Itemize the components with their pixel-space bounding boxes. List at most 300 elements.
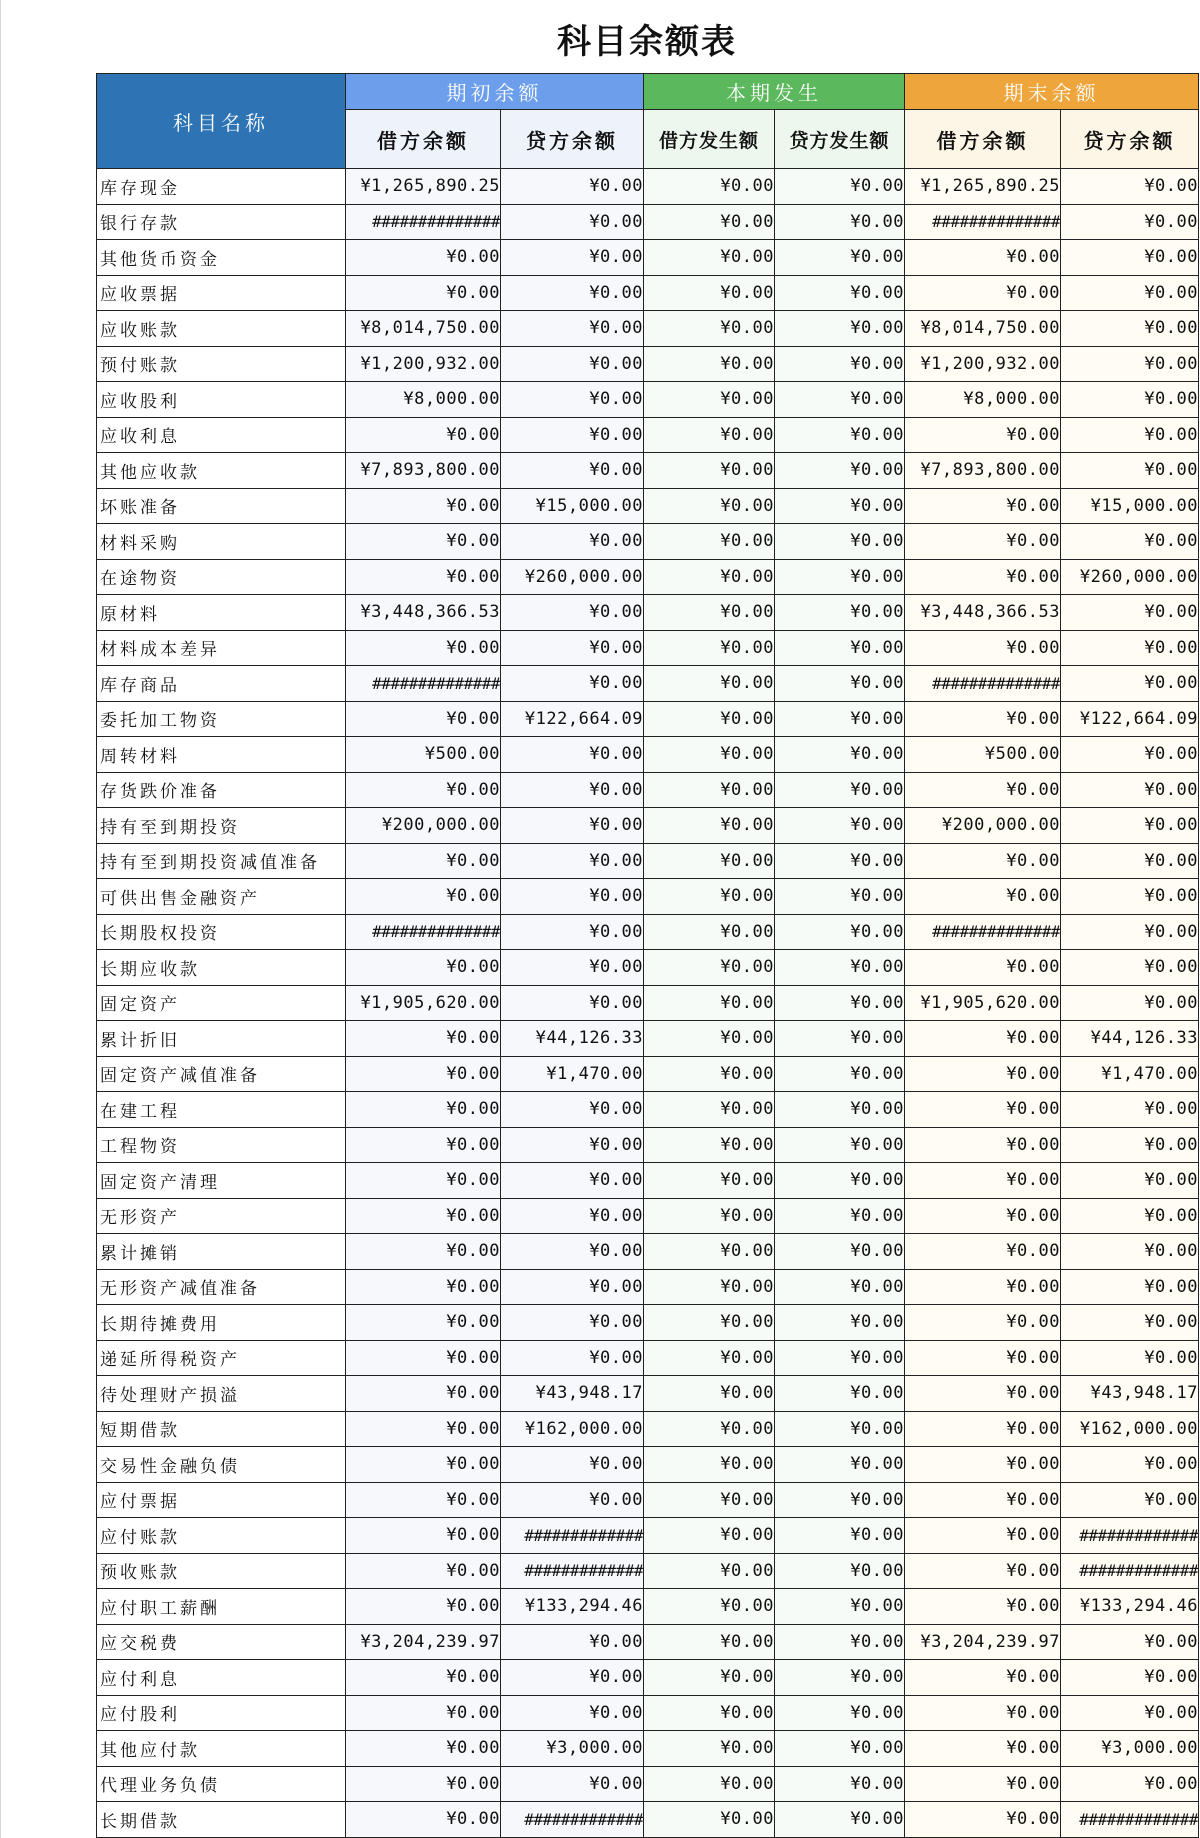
- current-credit-cell[interactable]: ¥0.00: [775, 1802, 905, 1838]
- current-credit-cell[interactable]: ¥0.00: [775, 1376, 905, 1412]
- closing-credit-cell[interactable]: ¥0.00: [1061, 595, 1199, 631]
- closing-credit-cell[interactable]: ¥0.00: [1061, 382, 1199, 418]
- opening-credit-cell[interactable]: ¥0.00: [501, 808, 644, 844]
- closing-debit-cell[interactable]: ¥0.00: [905, 1234, 1061, 1270]
- opening-credit-cell[interactable]: ¥0.00: [501, 417, 644, 453]
- closing-credit-cell[interactable]: ¥0.00: [1061, 737, 1199, 773]
- opening-debit-cell[interactable]: ¥0.00: [346, 1660, 501, 1696]
- current-debit-cell[interactable]: ¥0.00: [644, 1802, 775, 1838]
- current-debit-cell[interactable]: ¥0.00: [644, 311, 775, 347]
- current-period-header[interactable]: 本期发生: [644, 74, 905, 110]
- current-credit-cell[interactable]: ¥0.00: [775, 1553, 905, 1589]
- account-name-cell[interactable]: 固定资产: [97, 985, 346, 1021]
- opening-credit-cell[interactable]: ¥162,000.00: [501, 1411, 644, 1447]
- closing-debit-cell[interactable]: ¥200,000.00: [905, 808, 1061, 844]
- closing-credit-cell[interactable]: ¥0.00: [1061, 1766, 1199, 1802]
- opening-debit-cell[interactable]: ##############: [346, 914, 501, 950]
- closing-debit-cell[interactable]: ¥3,448,366.53: [905, 595, 1061, 631]
- closing-credit-cell[interactable]: ¥0.00: [1061, 1127, 1199, 1163]
- account-name-header[interactable]: 科目名称: [97, 74, 346, 169]
- account-name-cell[interactable]: 持有至到期投资: [97, 808, 346, 844]
- opening-debit-cell[interactable]: ¥8,000.00: [346, 382, 501, 418]
- opening-credit-cell[interactable]: ¥3,000.00: [501, 1731, 644, 1767]
- current-credit-cell[interactable]: ¥0.00: [775, 701, 905, 737]
- closing-debit-cell[interactable]: ¥0.00: [905, 1553, 1061, 1589]
- closing-debit-cell[interactable]: ¥0.00: [905, 1447, 1061, 1483]
- current-debit-cell[interactable]: ¥0.00: [644, 1092, 775, 1128]
- current-debit-cell[interactable]: ¥0.00: [644, 701, 775, 737]
- opening-credit-cell[interactable]: ¥0.00: [501, 1198, 644, 1234]
- current-debit-cell[interactable]: ¥0.00: [644, 843, 775, 879]
- current-credit-cell[interactable]: ¥0.00: [775, 879, 905, 915]
- closing-debit-cell[interactable]: ¥0.00: [905, 1411, 1061, 1447]
- account-name-cell[interactable]: 短期借款: [97, 1411, 346, 1447]
- opening-credit-cell[interactable]: ¥0.00: [501, 772, 644, 808]
- opening-credit-header[interactable]: 贷方余额: [501, 110, 644, 169]
- current-credit-cell[interactable]: ¥0.00: [775, 843, 905, 879]
- closing-debit-cell[interactable]: ¥1,265,890.25: [905, 169, 1061, 205]
- opening-debit-cell[interactable]: ¥8,014,750.00: [346, 311, 501, 347]
- current-credit-cell[interactable]: ¥0.00: [775, 240, 905, 276]
- current-debit-header[interactable]: 借方发生额: [644, 110, 775, 169]
- opening-credit-cell[interactable]: ¥0.00: [501, 1624, 644, 1660]
- opening-debit-cell[interactable]: ¥3,448,366.53: [346, 595, 501, 631]
- closing-debit-cell[interactable]: ¥0.00: [905, 879, 1061, 915]
- closing-credit-cell[interactable]: #############: [1061, 1553, 1199, 1589]
- opening-credit-cell[interactable]: ¥0.00: [501, 204, 644, 240]
- current-debit-cell[interactable]: ¥0.00: [644, 1731, 775, 1767]
- opening-credit-cell[interactable]: ¥0.00: [501, 737, 644, 773]
- current-credit-cell[interactable]: ¥0.00: [775, 914, 905, 950]
- current-debit-cell[interactable]: ¥0.00: [644, 417, 775, 453]
- account-name-cell[interactable]: 在途物资: [97, 559, 346, 595]
- opening-credit-cell[interactable]: ¥1,470.00: [501, 1056, 644, 1092]
- account-name-cell[interactable]: 累计摊销: [97, 1234, 346, 1270]
- account-name-cell[interactable]: 应付股利: [97, 1695, 346, 1731]
- opening-debit-cell[interactable]: ¥3,204,239.97: [346, 1624, 501, 1660]
- current-debit-cell[interactable]: ¥0.00: [644, 808, 775, 844]
- opening-debit-cell[interactable]: ¥0.00: [346, 417, 501, 453]
- closing-debit-cell[interactable]: ¥1,200,932.00: [905, 346, 1061, 382]
- opening-debit-cell[interactable]: ¥7,893,800.00: [346, 453, 501, 489]
- closing-credit-cell[interactable]: ¥0.00: [1061, 985, 1199, 1021]
- closing-debit-cell[interactable]: ¥0.00: [905, 488, 1061, 524]
- closing-credit-cell[interactable]: ¥0.00: [1061, 1305, 1199, 1341]
- current-debit-cell[interactable]: ¥0.00: [644, 1376, 775, 1412]
- account-name-cell[interactable]: 应付利息: [97, 1660, 346, 1696]
- account-name-cell[interactable]: 坏账准备: [97, 488, 346, 524]
- current-credit-cell[interactable]: ¥0.00: [775, 1482, 905, 1518]
- current-credit-cell[interactable]: ¥0.00: [775, 311, 905, 347]
- current-credit-cell[interactable]: ¥0.00: [775, 1660, 905, 1696]
- opening-credit-cell[interactable]: ¥0.00: [501, 1127, 644, 1163]
- opening-credit-cell[interactable]: ¥0.00: [501, 346, 644, 382]
- account-name-cell[interactable]: 应付票据: [97, 1482, 346, 1518]
- opening-credit-cell[interactable]: ¥0.00: [501, 595, 644, 631]
- current-debit-cell[interactable]: ¥0.00: [644, 1695, 775, 1731]
- account-name-cell[interactable]: 应付职工薪酬: [97, 1589, 346, 1625]
- current-debit-cell[interactable]: ¥0.00: [644, 1127, 775, 1163]
- closing-credit-cell[interactable]: ¥0.00: [1061, 204, 1199, 240]
- opening-debit-cell[interactable]: ¥0.00: [346, 1695, 501, 1731]
- current-debit-cell[interactable]: ¥0.00: [644, 275, 775, 311]
- closing-credit-cell[interactable]: ¥0.00: [1061, 1234, 1199, 1270]
- opening-debit-cell[interactable]: ¥0.00: [346, 1092, 501, 1128]
- opening-debit-cell[interactable]: ¥0.00: [346, 240, 501, 276]
- closing-debit-cell[interactable]: ¥0.00: [905, 1731, 1061, 1767]
- opening-credit-cell[interactable]: ¥0.00: [501, 914, 644, 950]
- current-credit-cell[interactable]: ¥0.00: [775, 985, 905, 1021]
- account-name-cell[interactable]: 材料采购: [97, 524, 346, 560]
- account-name-cell[interactable]: 递延所得税资产: [97, 1340, 346, 1376]
- opening-credit-cell[interactable]: ¥0.00: [501, 169, 644, 205]
- current-debit-cell[interactable]: ¥0.00: [644, 169, 775, 205]
- closing-debit-cell[interactable]: ##############: [905, 914, 1061, 950]
- opening-credit-cell[interactable]: ¥133,294.46: [501, 1589, 644, 1625]
- closing-credit-cell[interactable]: ¥0.00: [1061, 1340, 1199, 1376]
- closing-credit-cell[interactable]: ¥0.00: [1061, 1482, 1199, 1518]
- closing-credit-cell[interactable]: ¥0.00: [1061, 1198, 1199, 1234]
- opening-debit-cell[interactable]: ¥1,200,932.00: [346, 346, 501, 382]
- current-credit-cell[interactable]: ¥0.00: [775, 346, 905, 382]
- closing-credit-cell[interactable]: ¥0.00: [1061, 1269, 1199, 1305]
- opening-balance-header[interactable]: 期初余额: [346, 74, 644, 110]
- opening-credit-cell[interactable]: ¥0.00: [501, 843, 644, 879]
- current-credit-header[interactable]: 贷方发生额: [775, 110, 905, 169]
- current-credit-cell[interactable]: ¥0.00: [775, 417, 905, 453]
- closing-debit-cell[interactable]: ¥0.00: [905, 1695, 1061, 1731]
- current-debit-cell[interactable]: ¥0.00: [644, 1766, 775, 1802]
- opening-debit-cell[interactable]: ¥0.00: [346, 1731, 501, 1767]
- closing-credit-cell[interactable]: ¥0.00: [1061, 1695, 1199, 1731]
- current-credit-cell[interactable]: ¥0.00: [775, 1305, 905, 1341]
- opening-debit-cell[interactable]: ¥0.00: [346, 1553, 501, 1589]
- closing-debit-cell[interactable]: ¥0.00: [905, 950, 1061, 986]
- closing-credit-cell[interactable]: ¥0.00: [1061, 240, 1199, 276]
- closing-debit-cell[interactable]: ¥0.00: [905, 524, 1061, 560]
- account-name-cell[interactable]: 无形资产: [97, 1198, 346, 1234]
- closing-debit-cell[interactable]: ¥0.00: [905, 240, 1061, 276]
- closing-credit-cell[interactable]: ¥0.00: [1061, 169, 1199, 205]
- current-credit-cell[interactable]: ¥0.00: [775, 382, 905, 418]
- opening-debit-cell[interactable]: ¥0.00: [346, 488, 501, 524]
- closing-debit-cell[interactable]: ¥0.00: [905, 1660, 1061, 1696]
- closing-debit-cell[interactable]: ¥0.00: [905, 1127, 1061, 1163]
- closing-debit-cell[interactable]: ¥0.00: [905, 417, 1061, 453]
- current-debit-cell[interactable]: ¥0.00: [644, 1056, 775, 1092]
- current-credit-cell[interactable]: ¥0.00: [775, 1234, 905, 1270]
- opening-debit-cell[interactable]: ¥0.00: [346, 950, 501, 986]
- current-debit-cell[interactable]: ¥0.00: [644, 1447, 775, 1483]
- closing-credit-cell[interactable]: ¥44,126.33: [1061, 1021, 1199, 1057]
- opening-debit-cell[interactable]: ¥0.00: [346, 1056, 501, 1092]
- opening-credit-cell[interactable]: ¥0.00: [501, 453, 644, 489]
- opening-debit-cell[interactable]: ¥0.00: [346, 559, 501, 595]
- closing-debit-cell[interactable]: ¥500.00: [905, 737, 1061, 773]
- opening-credit-cell[interactable]: ¥0.00: [501, 275, 644, 311]
- account-name-cell[interactable]: 应收票据: [97, 275, 346, 311]
- current-credit-cell[interactable]: ¥0.00: [775, 1695, 905, 1731]
- current-debit-cell[interactable]: ¥0.00: [644, 1234, 775, 1270]
- account-name-cell[interactable]: 其他货币资金: [97, 240, 346, 276]
- closing-debit-header[interactable]: 借方余额: [905, 110, 1061, 169]
- account-name-cell[interactable]: 存货跌价准备: [97, 772, 346, 808]
- opening-credit-cell[interactable]: #############: [501, 1518, 644, 1554]
- opening-debit-cell[interactable]: ¥0.00: [346, 879, 501, 915]
- account-name-cell[interactable]: 在建工程: [97, 1092, 346, 1128]
- current-debit-cell[interactable]: ¥0.00: [644, 1624, 775, 1660]
- current-credit-cell[interactable]: ¥0.00: [775, 1269, 905, 1305]
- closing-debit-cell[interactable]: ¥0.00: [905, 843, 1061, 879]
- closing-credit-cell[interactable]: ¥0.00: [1061, 346, 1199, 382]
- opening-credit-cell[interactable]: ¥0.00: [501, 240, 644, 276]
- closing-credit-cell[interactable]: ¥0.00: [1061, 417, 1199, 453]
- opening-credit-cell[interactable]: ¥0.00: [501, 524, 644, 560]
- opening-debit-cell[interactable]: ¥200,000.00: [346, 808, 501, 844]
- current-debit-cell[interactable]: ¥0.00: [644, 914, 775, 950]
- current-debit-cell[interactable]: ¥0.00: [644, 1305, 775, 1341]
- account-name-cell[interactable]: 累计折旧: [97, 1021, 346, 1057]
- current-credit-cell[interactable]: ¥0.00: [775, 1766, 905, 1802]
- opening-debit-cell[interactable]: ##############: [346, 204, 501, 240]
- current-debit-cell[interactable]: ¥0.00: [644, 240, 775, 276]
- opening-debit-cell[interactable]: ##############: [346, 666, 501, 702]
- opening-debit-cell[interactable]: ¥0.00: [346, 1802, 501, 1838]
- current-credit-cell[interactable]: ¥0.00: [775, 950, 905, 986]
- account-name-cell[interactable]: 应收股利: [97, 382, 346, 418]
- closing-credit-cell[interactable]: ¥0.00: [1061, 914, 1199, 950]
- current-credit-cell[interactable]: ¥0.00: [775, 1624, 905, 1660]
- closing-credit-cell[interactable]: ¥0.00: [1061, 843, 1199, 879]
- account-name-cell[interactable]: 应交税费: [97, 1624, 346, 1660]
- opening-debit-cell[interactable]: ¥0.00: [346, 1340, 501, 1376]
- opening-debit-cell[interactable]: ¥0.00: [346, 1127, 501, 1163]
- account-name-cell[interactable]: 库存商品: [97, 666, 346, 702]
- opening-debit-cell[interactable]: ¥0.00: [346, 772, 501, 808]
- current-credit-cell[interactable]: ¥0.00: [775, 1198, 905, 1234]
- current-credit-cell[interactable]: ¥0.00: [775, 488, 905, 524]
- current-credit-cell[interactable]: ¥0.00: [775, 666, 905, 702]
- current-credit-cell[interactable]: ¥0.00: [775, 1731, 905, 1767]
- opening-credit-cell[interactable]: ¥0.00: [501, 1305, 644, 1341]
- closing-debit-cell[interactable]: ¥3,204,239.97: [905, 1624, 1061, 1660]
- opening-credit-cell[interactable]: ¥0.00: [501, 1695, 644, 1731]
- closing-debit-cell[interactable]: ¥8,014,750.00: [905, 311, 1061, 347]
- current-debit-cell[interactable]: ¥0.00: [644, 1482, 775, 1518]
- current-credit-cell[interactable]: ¥0.00: [775, 1589, 905, 1625]
- opening-credit-cell[interactable]: ¥44,126.33: [501, 1021, 644, 1057]
- opening-debit-cell[interactable]: ¥0.00: [346, 524, 501, 560]
- opening-credit-cell[interactable]: ¥260,000.00: [501, 559, 644, 595]
- opening-debit-cell[interactable]: ¥0.00: [346, 630, 501, 666]
- current-debit-cell[interactable]: ¥0.00: [644, 1411, 775, 1447]
- opening-credit-cell[interactable]: ¥122,664.09: [501, 701, 644, 737]
- current-debit-cell[interactable]: ¥0.00: [644, 1269, 775, 1305]
- opening-credit-cell[interactable]: ¥15,000.00: [501, 488, 644, 524]
- closing-debit-cell[interactable]: ¥0.00: [905, 772, 1061, 808]
- opening-credit-cell[interactable]: ¥0.00: [501, 1269, 644, 1305]
- opening-credit-cell[interactable]: ¥0.00: [501, 1660, 644, 1696]
- closing-debit-cell[interactable]: ¥0.00: [905, 275, 1061, 311]
- account-name-cell[interactable]: 可供出售金融资产: [97, 879, 346, 915]
- opening-credit-cell[interactable]: ¥0.00: [501, 879, 644, 915]
- current-debit-cell[interactable]: ¥0.00: [644, 950, 775, 986]
- closing-debit-cell[interactable]: ¥0.00: [905, 630, 1061, 666]
- current-credit-cell[interactable]: ¥0.00: [775, 808, 905, 844]
- opening-debit-cell[interactable]: ¥0.00: [346, 1376, 501, 1412]
- account-name-cell[interactable]: 库存现金: [97, 169, 346, 205]
- current-credit-cell[interactable]: ¥0.00: [775, 1340, 905, 1376]
- current-debit-cell[interactable]: ¥0.00: [644, 1553, 775, 1589]
- opening-debit-header[interactable]: 借方余额: [346, 110, 501, 169]
- opening-credit-cell[interactable]: ¥0.00: [501, 1163, 644, 1199]
- closing-debit-cell[interactable]: ##############: [905, 204, 1061, 240]
- closing-credit-cell[interactable]: ¥0.00: [1061, 311, 1199, 347]
- closing-credit-cell[interactable]: ¥0.00: [1061, 275, 1199, 311]
- account-name-cell[interactable]: 应收账款: [97, 311, 346, 347]
- current-credit-cell[interactable]: ¥0.00: [775, 1021, 905, 1057]
- current-credit-cell[interactable]: ¥0.00: [775, 772, 905, 808]
- closing-credit-cell[interactable]: ¥0.00: [1061, 1624, 1199, 1660]
- current-debit-cell[interactable]: ¥0.00: [644, 524, 775, 560]
- closing-credit-cell[interactable]: ¥0.00: [1061, 524, 1199, 560]
- closing-debit-cell[interactable]: ¥0.00: [905, 1269, 1061, 1305]
- current-credit-cell[interactable]: ¥0.00: [775, 275, 905, 311]
- current-debit-cell[interactable]: ¥0.00: [644, 204, 775, 240]
- current-debit-cell[interactable]: ¥0.00: [644, 1340, 775, 1376]
- closing-credit-cell[interactable]: ¥122,664.09: [1061, 701, 1199, 737]
- current-credit-cell[interactable]: ¥0.00: [775, 1518, 905, 1554]
- closing-credit-cell[interactable]: ¥0.00: [1061, 950, 1199, 986]
- account-name-cell[interactable]: 预收账款: [97, 1553, 346, 1589]
- opening-debit-cell[interactable]: ¥0.00: [346, 1447, 501, 1483]
- account-name-cell[interactable]: 材料成本差异: [97, 630, 346, 666]
- opening-debit-cell[interactable]: ¥0.00: [346, 275, 501, 311]
- closing-debit-cell[interactable]: ¥0.00: [905, 1056, 1061, 1092]
- account-name-cell[interactable]: 工程物资: [97, 1127, 346, 1163]
- opening-debit-cell[interactable]: ¥0.00: [346, 1518, 501, 1554]
- current-debit-cell[interactable]: ¥0.00: [644, 453, 775, 489]
- current-debit-cell[interactable]: ¥0.00: [644, 382, 775, 418]
- closing-credit-cell[interactable]: ¥15,000.00: [1061, 488, 1199, 524]
- current-debit-cell[interactable]: ¥0.00: [644, 985, 775, 1021]
- closing-debit-cell[interactable]: ¥0.00: [905, 1482, 1061, 1518]
- closing-credit-header[interactable]: 贷方余额: [1061, 110, 1199, 169]
- opening-credit-cell[interactable]: ¥0.00: [501, 630, 644, 666]
- account-name-cell[interactable]: 委托加工物资: [97, 701, 346, 737]
- closing-credit-cell[interactable]: ¥0.00: [1061, 1660, 1199, 1696]
- closing-debit-cell[interactable]: ¥0.00: [905, 1766, 1061, 1802]
- closing-debit-cell[interactable]: ¥1,905,620.00: [905, 985, 1061, 1021]
- current-debit-cell[interactable]: ¥0.00: [644, 1660, 775, 1696]
- closing-debit-cell[interactable]: ¥0.00: [905, 1021, 1061, 1057]
- current-credit-cell[interactable]: ¥0.00: [775, 1411, 905, 1447]
- current-credit-cell[interactable]: ¥0.00: [775, 1163, 905, 1199]
- account-name-cell[interactable]: 周转材料: [97, 737, 346, 773]
- closing-debit-cell[interactable]: ¥0.00: [905, 1376, 1061, 1412]
- closing-credit-cell[interactable]: ¥133,294.46: [1061, 1589, 1199, 1625]
- current-debit-cell[interactable]: ¥0.00: [644, 1198, 775, 1234]
- current-credit-cell[interactable]: ¥0.00: [775, 559, 905, 595]
- current-credit-cell[interactable]: ¥0.00: [775, 1447, 905, 1483]
- closing-debit-cell[interactable]: ¥0.00: [905, 559, 1061, 595]
- closing-credit-cell[interactable]: ¥0.00: [1061, 1092, 1199, 1128]
- current-debit-cell[interactable]: ¥0.00: [644, 1589, 775, 1625]
- opening-credit-cell[interactable]: ¥43,948.17: [501, 1376, 644, 1412]
- closing-credit-cell[interactable]: ¥0.00: [1061, 453, 1199, 489]
- current-credit-cell[interactable]: ¥0.00: [775, 524, 905, 560]
- closing-debit-cell[interactable]: ¥0.00: [905, 1802, 1061, 1838]
- closing-credit-cell[interactable]: ¥0.00: [1061, 630, 1199, 666]
- closing-debit-cell[interactable]: ¥0.00: [905, 1198, 1061, 1234]
- opening-debit-cell[interactable]: ¥0.00: [346, 1305, 501, 1341]
- closing-debit-cell[interactable]: ¥0.00: [905, 1518, 1061, 1554]
- opening-credit-cell[interactable]: ¥0.00: [501, 1482, 644, 1518]
- account-name-cell[interactable]: 待处理财产损溢: [97, 1376, 346, 1412]
- current-debit-cell[interactable]: ¥0.00: [644, 772, 775, 808]
- current-debit-cell[interactable]: ¥0.00: [644, 346, 775, 382]
- account-name-cell[interactable]: 长期应收款: [97, 950, 346, 986]
- current-credit-cell[interactable]: ¥0.00: [775, 1056, 905, 1092]
- current-credit-cell[interactable]: ¥0.00: [775, 1092, 905, 1128]
- current-credit-cell[interactable]: ¥0.00: [775, 737, 905, 773]
- opening-debit-cell[interactable]: ¥0.00: [346, 1021, 501, 1057]
- closing-debit-cell[interactable]: ¥0.00: [905, 1163, 1061, 1199]
- opening-debit-cell[interactable]: ¥0.00: [346, 843, 501, 879]
- account-name-cell[interactable]: 长期借款: [97, 1802, 346, 1838]
- account-name-cell[interactable]: 固定资产减值准备: [97, 1056, 346, 1092]
- account-name-cell[interactable]: 预付账款: [97, 346, 346, 382]
- account-name-cell[interactable]: 代理业务负债: [97, 1766, 346, 1802]
- closing-debit-cell[interactable]: ¥0.00: [905, 1305, 1061, 1341]
- opening-credit-cell[interactable]: ¥0.00: [501, 311, 644, 347]
- current-debit-cell[interactable]: ¥0.00: [644, 559, 775, 595]
- account-name-cell[interactable]: 应收利息: [97, 417, 346, 453]
- opening-debit-cell[interactable]: ¥0.00: [346, 1589, 501, 1625]
- closing-credit-cell[interactable]: ¥0.00: [1061, 879, 1199, 915]
- opening-credit-cell[interactable]: ¥0.00: [501, 1447, 644, 1483]
- account-name-cell[interactable]: 原材料: [97, 595, 346, 631]
- closing-credit-cell[interactable]: ¥0.00: [1061, 772, 1199, 808]
- opening-credit-cell[interactable]: ¥0.00: [501, 1766, 644, 1802]
- closing-credit-cell[interactable]: ¥0.00: [1061, 808, 1199, 844]
- account-name-cell[interactable]: 其他应收款: [97, 453, 346, 489]
- closing-credit-cell[interactable]: #############: [1061, 1518, 1199, 1554]
- current-debit-cell[interactable]: ¥0.00: [644, 737, 775, 773]
- closing-credit-cell[interactable]: ¥0.00: [1061, 666, 1199, 702]
- current-debit-cell[interactable]: ¥0.00: [644, 1518, 775, 1554]
- current-credit-cell[interactable]: ¥0.00: [775, 595, 905, 631]
- current-debit-cell[interactable]: ¥0.00: [644, 879, 775, 915]
- closing-credit-cell[interactable]: ¥3,000.00: [1061, 1731, 1199, 1767]
- closing-credit-cell[interactable]: ¥0.00: [1061, 1163, 1199, 1199]
- current-credit-cell[interactable]: ¥0.00: [775, 453, 905, 489]
- account-name-cell[interactable]: 固定资产清理: [97, 1163, 346, 1199]
- closing-credit-cell[interactable]: ¥1,470.00: [1061, 1056, 1199, 1092]
- current-debit-cell[interactable]: ¥0.00: [644, 1021, 775, 1057]
- account-name-cell[interactable]: 应付账款: [97, 1518, 346, 1554]
- closing-credit-cell[interactable]: ¥43,948.17: [1061, 1376, 1199, 1412]
- account-name-cell[interactable]: 交易性金融负债: [97, 1447, 346, 1483]
- opening-debit-cell[interactable]: ¥0.00: [346, 1766, 501, 1802]
- opening-debit-cell[interactable]: ¥0.00: [346, 701, 501, 737]
- opening-debit-cell[interactable]: ¥500.00: [346, 737, 501, 773]
- current-credit-cell[interactable]: ¥0.00: [775, 1127, 905, 1163]
- current-credit-cell[interactable]: ¥0.00: [775, 630, 905, 666]
- opening-credit-cell[interactable]: ¥0.00: [501, 985, 644, 1021]
- closing-credit-cell[interactable]: #############: [1061, 1802, 1199, 1838]
- opening-debit-cell[interactable]: ¥1,265,890.25: [346, 169, 501, 205]
